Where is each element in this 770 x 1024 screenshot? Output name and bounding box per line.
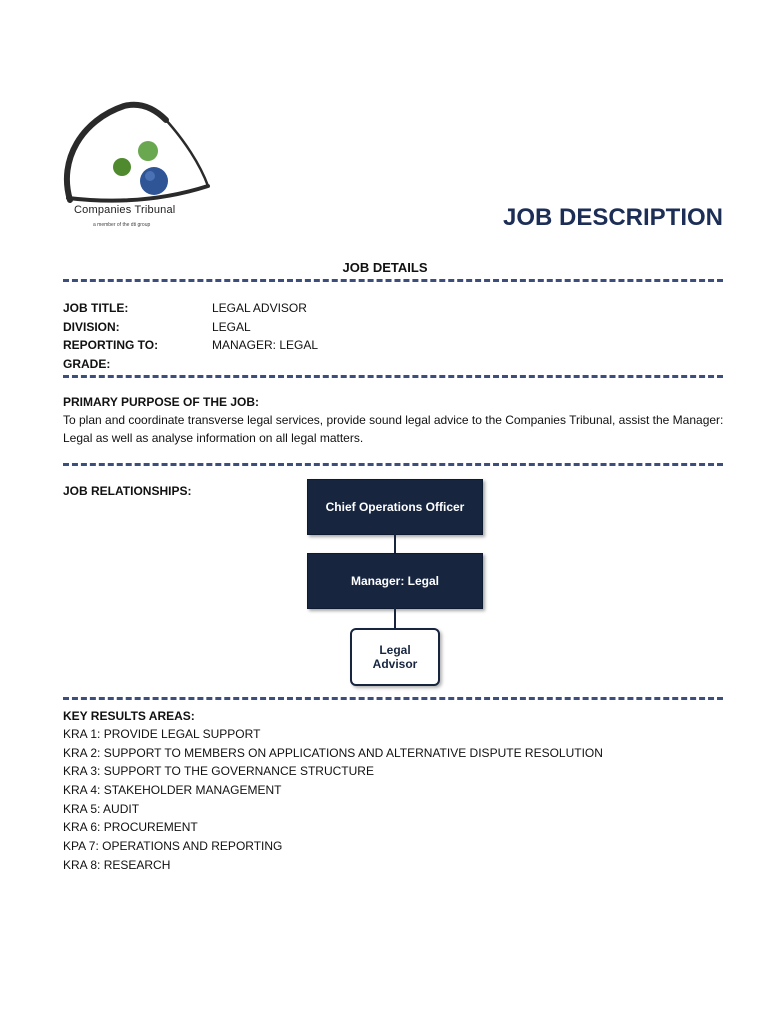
divider	[63, 375, 723, 378]
logo-name: Companies Tribunal	[74, 204, 176, 216]
purpose-heading: PRIMARY PURPOSE OF THE JOB:	[63, 395, 260, 409]
reporting-to-label: REPORTING TO:	[63, 338, 159, 352]
logo-tagline: a member of the dti group	[93, 222, 151, 228]
org-connector	[394, 534, 396, 553]
relationships-heading: JOB RELATIONSHIPS:	[63, 484, 192, 498]
kra-item: KRA 3: SUPPORT TO THE GOVERNANCE STRUCTURE	[63, 764, 374, 779]
org-connector	[394, 608, 396, 628]
divider	[63, 279, 723, 282]
kra-item: KPA 7: OPERATIONS AND REPORTING	[63, 839, 283, 854]
kra-item: KRA 6: PROCUREMENT	[63, 820, 198, 835]
purpose-text: To plan and coordinate transverse legal services, provide sound legal advice to the Companies Tribunal, assist the Manager: Legal as well as analyse information on all legal matters.	[63, 413, 724, 445]
division-value: LEGAL	[212, 320, 251, 334]
org-box-chief-operations-officer: Chief Operations Officer	[307, 479, 483, 535]
kra-list	[63, 727, 603, 877]
kra-item: KRA 2: SUPPORT TO MEMBERS ON APPLICATIONS AND ALTERNATIVE DISPUTE RESOLUTION	[63, 745, 603, 760]
document-title: JOB DESCRIPTION	[502, 204, 723, 231]
kra-item: KRA 8: RESEARCH	[63, 857, 171, 872]
kra-item: KRA 5: AUDIT	[63, 801, 140, 816]
divider	[63, 463, 723, 466]
job-details-heading: JOB DETAILS	[342, 260, 428, 275]
job-title-label: JOB TITLE:	[63, 301, 129, 315]
kra-item: KRA 4: STAKEHOLDER MANAGEMENT	[63, 783, 282, 798]
division-label: DIVISION:	[63, 320, 120, 334]
org-box-manager-legal: Manager: Legal	[307, 553, 483, 609]
grade-label: GRADE:	[63, 357, 111, 371]
divider	[63, 697, 723, 700]
org-box-legal-advisor-label: Legal Advisor	[372, 643, 418, 671]
org-box-legal-advisor	[350, 628, 440, 686]
reporting-to-value: MANAGER: LEGAL	[212, 338, 319, 352]
kra-item: KRA 1: PROVIDE LEGAL SUPPORT	[63, 727, 261, 741]
kra-heading: KEY RESULTS AREAS:	[63, 709, 195, 723]
job-title-value: LEGAL ADVISOR	[212, 301, 307, 315]
